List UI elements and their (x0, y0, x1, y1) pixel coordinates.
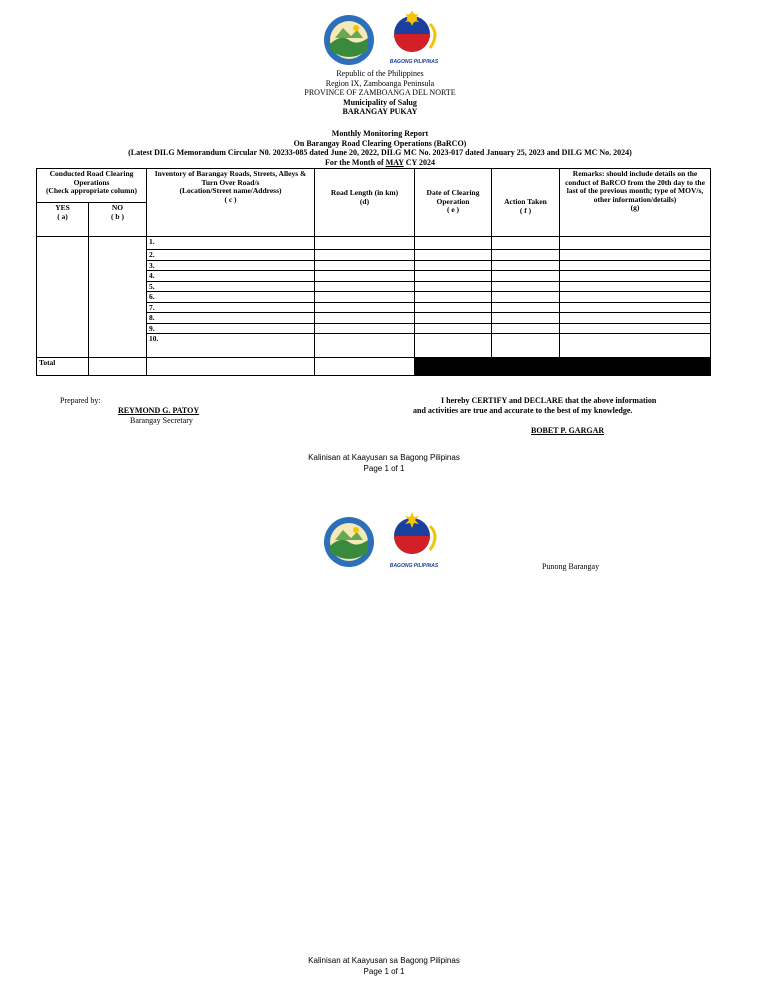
remarks-cell[interactable] (560, 292, 711, 303)
action-cell[interactable] (492, 323, 560, 334)
row-number: 10. (147, 334, 315, 358)
footer-page-1 (234, 452, 534, 474)
length-cell[interactable] (315, 250, 415, 261)
row-number: 1. (147, 237, 315, 250)
length-cell[interactable] (315, 281, 415, 292)
prepared-title: Barangay Secretary (130, 416, 193, 425)
header-block (230, 69, 530, 117)
barangay-seal-logo (323, 516, 375, 568)
length-cell[interactable] (315, 271, 415, 282)
header-action-label: Action Taken (504, 197, 547, 206)
header-inventory-code: ( c ) (224, 194, 237, 204)
header-line-municipality: Municipality of Salug (343, 97, 417, 107)
bagong-pilipinas-logo-text: BAGONG PILIPINAS (389, 59, 439, 65)
header-line-country: Republic of the Philippines (336, 69, 424, 78)
report-title-block (60, 129, 700, 167)
length-cell[interactable] (315, 323, 415, 334)
header-yes-label: YES (55, 203, 70, 212)
date-cell[interactable] (415, 334, 492, 358)
date-cell[interactable] (415, 260, 492, 271)
footer-motto: Kalinisan at Kaayusan sa Bagong Pilipinas (308, 956, 460, 965)
remarks-cell[interactable] (560, 302, 711, 313)
row-number: 6. (147, 292, 315, 303)
action-cell[interactable] (492, 292, 560, 303)
bagong-pilipinas-logo (385, 512, 445, 572)
total-label: Total (37, 358, 89, 376)
certify-title: Punong Barangay (542, 562, 600, 571)
header-length-code: (d) (359, 196, 370, 206)
total-no-cell[interactable] (89, 358, 147, 376)
length-cell[interactable] (315, 302, 415, 313)
action-cell[interactable] (492, 334, 560, 358)
month-value: MAY (385, 157, 404, 167)
report-title: Monthly Monitoring Report (331, 129, 429, 138)
length-cell[interactable] (315, 313, 415, 324)
action-cell[interactable] (492, 302, 560, 313)
row-number: 4. (147, 271, 315, 282)
header-inventory-note: (Location/Street name/Address) (179, 186, 282, 195)
date-cell[interactable] (415, 281, 492, 292)
row-number: 3. (147, 260, 315, 271)
header-date-code: ( e ) (446, 205, 460, 214)
total-inventory-cell[interactable] (147, 358, 315, 376)
length-cell[interactable] (315, 237, 415, 250)
date-cell[interactable] (415, 302, 492, 313)
date-cell[interactable] (415, 250, 492, 261)
length-cell[interactable] (315, 334, 415, 358)
yes-cell[interactable] (37, 237, 89, 358)
barangay-seal-logo (323, 14, 375, 66)
header-yes-code: ( a) (57, 212, 68, 221)
header-length-label: Road Length (in km) (330, 188, 399, 197)
header-conducted (37, 169, 147, 203)
monitoring-table (36, 168, 711, 376)
remarks-cell[interactable] (560, 323, 711, 334)
row-number: 8. (147, 313, 315, 324)
action-cell[interactable] (492, 250, 560, 261)
header-line-barangay: BARANGAY PUKAY (342, 107, 418, 116)
table-row (37, 237, 711, 250)
date-cell[interactable] (415, 271, 492, 282)
header-length (315, 169, 415, 237)
bagong-pilipinas-logo (385, 10, 445, 70)
footer-page-number: Page 1 of 1 (363, 464, 405, 473)
month-suffix: CY 2024 (405, 157, 436, 167)
header-remarks-code: (g) (630, 203, 640, 212)
report-month-line (60, 158, 700, 168)
header-action (492, 169, 560, 237)
header-date-label: Date of Clearing Operation (426, 188, 480, 206)
header-date (415, 169, 492, 237)
date-cell[interactable] (415, 292, 492, 303)
bagong-pilipinas-logo-text: BAGONG PILIPINAS (389, 563, 439, 569)
certify-line-1: I hereby CERTIFY and DECLARE that the above information (441, 396, 657, 405)
header-yes (37, 203, 89, 237)
certify-name: BOBET P. GARGAR (531, 426, 605, 435)
action-cell[interactable] (492, 237, 560, 250)
header-remarks-label: Remarks: should include details on the conduct of BaRCO from the 20th day to the last of the previous month; type of MOV/s, other information/details) (565, 169, 705, 204)
footer-motto: Kalinisan at Kaayusan sa Bagong Pilipinas (308, 453, 460, 462)
no-cell[interactable] (89, 237, 147, 358)
prepared-by-label: Prepared by: (60, 396, 101, 405)
remarks-cell[interactable] (560, 250, 711, 261)
action-cell[interactable] (492, 271, 560, 282)
certify-line-2: and activities are true and accurate to the best of my knowledge. (413, 406, 633, 415)
total-length-cell[interactable] (315, 358, 415, 376)
header-remarks (560, 169, 711, 237)
header-line-province: PROVINCE OF ZAMBOANGA DEL NORTE (304, 88, 456, 97)
header-no-label: NO (111, 203, 124, 212)
footer-page-2 (234, 955, 534, 977)
header-inventory-label: Inventory of Barangay Roads, Streets, Alleys & Turn Over Road/s (154, 169, 307, 187)
date-cell[interactable] (415, 237, 492, 250)
header-inventory (147, 169, 315, 237)
remarks-cell[interactable] (560, 313, 711, 324)
row-number: 9. (147, 323, 315, 334)
action-cell[interactable] (492, 281, 560, 292)
header-conducted-note: (Check appropriate column) (45, 186, 138, 195)
length-cell[interactable] (315, 292, 415, 303)
row-number: 2. (147, 250, 315, 261)
action-cell[interactable] (492, 313, 560, 324)
header-no (89, 203, 147, 237)
length-cell[interactable] (315, 260, 415, 271)
remarks-cell[interactable] (560, 271, 711, 282)
header-line-region: Region IX, Zamboanga Peninsula (325, 78, 435, 88)
footer-page-number: Page 1 of 1 (363, 967, 405, 976)
remarks-cell[interactable] (560, 334, 711, 358)
report-reference: (Latest DILG Memorandum Circular N0. 20233-085 dated June 20, 2022, DILG MC No. 2023-017 dated January 25, 2023 and DILG MC No. 2024) (128, 148, 632, 157)
header-conducted-label: Conducted Road Clearing Operations (49, 169, 134, 187)
remarks-cell[interactable] (560, 281, 711, 292)
date-cell[interactable] (415, 323, 492, 334)
total-blackout (415, 358, 711, 376)
header-action-code: ( f ) (519, 205, 532, 215)
header-no-code: ( b ) (111, 212, 124, 221)
report-subtitle: On Barangay Road Clearing Operations (BaRCO) (293, 138, 467, 148)
remarks-cell[interactable] (560, 260, 711, 271)
date-cell[interactable] (415, 313, 492, 324)
action-cell[interactable] (492, 260, 560, 271)
remarks-cell[interactable] (560, 237, 711, 250)
prepared-name: REYMOND G. PATOY (118, 406, 200, 415)
row-number: 7. (147, 302, 315, 313)
month-prefix: For the Month of (324, 157, 384, 167)
row-number: 5. (147, 281, 315, 292)
total-row (37, 358, 711, 376)
